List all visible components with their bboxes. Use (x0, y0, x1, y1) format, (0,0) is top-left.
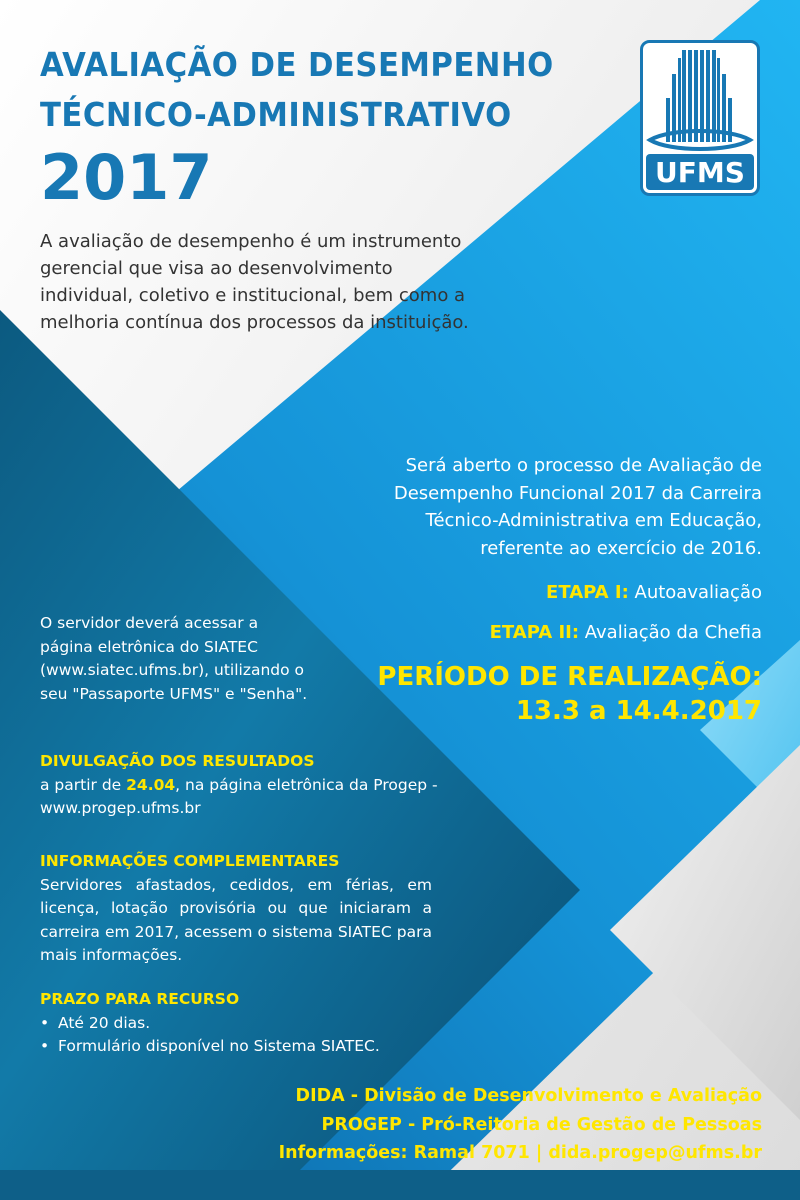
prazo-title: PRAZO PARA RECURSO (40, 990, 240, 1008)
logo-text: UFMS (655, 156, 745, 189)
divulgacao-suffix: , na página eletrônica da Progep - www.progep.ufms.br (40, 775, 438, 817)
intro-text: A avaliação de desempenho é um instrumento gerencial que visa ao desenvolvimento individual, coletivo e institucional, bem como a melhoria contínua dos processos da instituição. (40, 231, 469, 333)
bg-bottom-panel (0, 1170, 800, 1200)
title-year: 2017 (40, 141, 213, 214)
periodo-dates: 13.3 a 14.4.2017 (515, 696, 762, 726)
footer-line-2: PROGEP - Pró-Reitoria de Gestão de Pessoas (321, 1114, 762, 1135)
informacoes-text: Servidores afastados, cedidos, em férias, em licença, lotação provisória ou que iniciaram a carreira em 2017, acessem o sistema SIATEC para mais informações. (40, 875, 432, 964)
divulgacao-section (40, 750, 440, 821)
divulgacao-date: 24.04 (126, 775, 176, 794)
list-item: • Formulário disponível no Sistema SIATEC. (40, 1035, 440, 1059)
ufms-logo-icon (640, 40, 760, 196)
prazo-section (40, 988, 440, 1059)
informacoes-title: INFORMAÇÕES COMPLEMENTARES (40, 852, 340, 870)
etapa-1-value: Autoavaliação (634, 582, 762, 603)
page-title (40, 40, 592, 214)
title-line-1: AVALIAÇÃO DE DESEMPENHO (40, 45, 554, 84)
etapa-1-label: ETAPA I: (546, 582, 629, 603)
informacoes-section (40, 850, 432, 968)
etapa-2 (490, 622, 762, 643)
title-line-2: TÉCNICO-ADMINISTRATIVO (40, 95, 512, 134)
footer (279, 1082, 762, 1168)
list-item: • Até 20 dias. (40, 1012, 440, 1036)
divulgacao-title: DIVULGAÇÃO DOS RESULTADOS (40, 752, 315, 770)
etapa-2-label: ETAPA II: (489, 622, 580, 643)
servidor-text: O servidor deverá acessar a página eletrônica do SIATEC (www.siatec.ufms.br), utilizando o seu "Passaporte UFMS" e "Senha". (40, 614, 308, 703)
prazo-list (40, 1012, 440, 1059)
announcement-text: Será aberto o processo de Avaliação de Desempenho Funcional 2017 da Carreira Técnico-Administrativa em Educação, referente ao exercício de 2016. (393, 455, 762, 559)
etapa-1 (546, 582, 762, 603)
periodo-block (377, 660, 762, 728)
divulgacao-prefix: a partir de (40, 775, 127, 794)
periodo-label: PERÍODO DE REALIZAÇÃO: (377, 662, 762, 692)
footer-line-1: DIDA - Divisão de Desenvolvimento e Avaliação (295, 1086, 762, 1106)
etapa-2-value: Avaliação da Chefia (584, 622, 762, 643)
footer-contact: Informações: Ramal 7071 | dida.progep@ufms.br (278, 1143, 762, 1163)
